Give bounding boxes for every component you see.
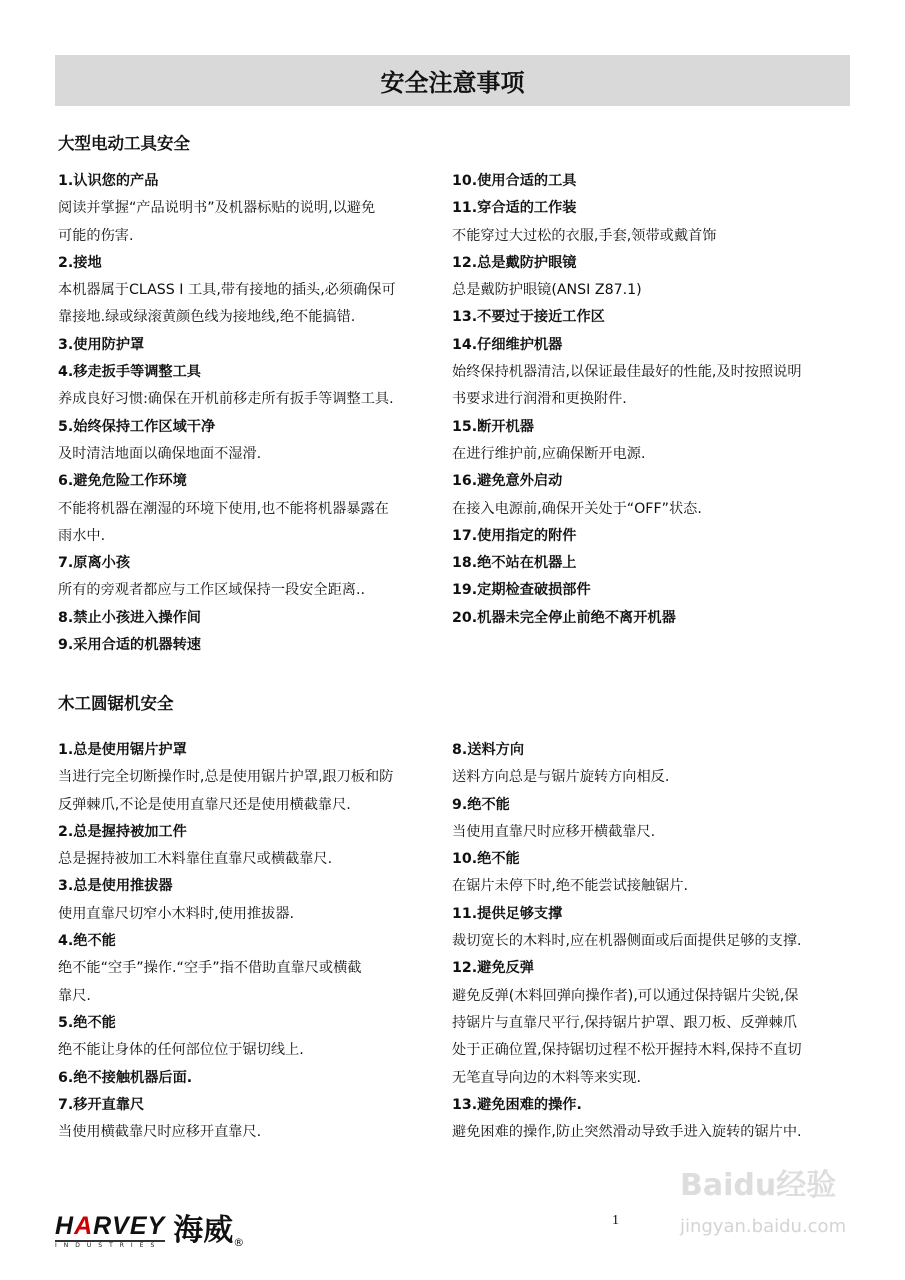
logo-chinese: 海威 [173,1213,234,1248]
item-title: 13.避免困难的操作. [452,1096,582,1113]
section-1-right [452,737,847,1146]
item-text: 不能将机器在潮湿的环境下使用,也不能将机器暴露在 [58,500,389,517]
item-title: 4.绝不能 [58,933,116,950]
item-title: 13.不要过于接近工作区 [452,309,605,326]
section-1-left [58,737,453,1146]
item-text: 本机器属于CLASS Ⅰ 工具,带有接地的插头,必须确保可 [58,282,396,299]
section-heading-power-tools: 大型电动工具安全 [58,134,190,153]
item-title: 1.认识您的产品 [58,173,159,189]
item-title: 9.绝不能 [452,796,510,813]
item-title: 19.定期检查破损部件 [452,582,591,599]
item-title: 6.避免危险工作环境 [58,473,187,490]
item-text: 无笔直导向边的木料等来实现. [452,1069,641,1086]
item-text: 始终保持机器清洁,以保证最佳最好的性能,及时按照说明 [452,364,802,381]
section-0-left [58,168,453,659]
section-0-right [452,168,847,632]
item-text: 反弹棘爪,不论是使用直靠尺还是使用横截靠尺. [58,796,351,813]
page-title: 安全注意事项 [380,69,525,97]
item-text: 所有的旁观者都应与工作区域保持一段安全距离.. [58,582,365,599]
item-title: 10.使用合适的工具 [452,173,577,189]
item-title: 5.绝不能 [58,1014,116,1031]
watermark: Baidu经验 [680,1168,837,1203]
item-title: 3.总是使用推拔器 [58,878,173,895]
item-title: 9.采用合适的机器转速 [58,637,201,654]
item-text: 养成良好习惯:确保在开机前移走所有扳手等调整工具. [58,391,394,408]
item-title: 2.接地 [58,254,102,271]
item-text: 持锯片与直靠尺平行,保持锯片护罩、跟刀板、反弹棘爪 [452,1014,798,1031]
item-text: 在进行维护前,应确保断开电源. [452,445,646,462]
item-title: 6.绝不接触机器后面. [58,1069,193,1086]
page-number: 1 [612,1213,619,1228]
item-text: 绝不能“空手”操作.“空手”指不借助直靠尺或横截 [58,960,362,977]
item-title: 7.移开直靠尺 [58,1096,145,1113]
item-text: 避免反弹(木料回弹向操作者),可以通过保持锯片尖锐,保 [452,987,799,1004]
item-text: 绝不能让身体的任何部位位于锯切线上. [58,1042,304,1059]
item-text: 处于正确位置,保持锯切过程不松开握持木料,保持不直切 [452,1042,802,1059]
item-title: 7.原离小孩 [58,555,131,572]
item-title: 3.使用防护罩 [58,336,145,353]
item-title: 14.仔细维护机器 [452,336,563,353]
item-text: 使用直靠尺切窄小木料时,使用推拔器. [58,905,295,922]
item-title: 12.避免反弹 [452,960,534,977]
registered-mark: ® [233,1236,245,1249]
item-text: 靠接地.绿或绿滚黄颜色线为接地线,绝不能搞错. [58,309,356,326]
item-title: 11.穿合适的工作装 [452,200,577,217]
item-title: 2.总是握持被加工件 [58,823,187,840]
item-text: 在接入电源前,确保开关处于“OFF”状态. [452,500,702,517]
item-title: 5.始终保持工作区域干净 [58,418,216,435]
item-text: 书要求进行润滑和更换附件. [452,391,627,408]
item-text: 裁切宽长的木料时,应在机器侧面或后面提供足够的支撑. [452,933,802,950]
item-title: 1.总是使用锯片护罩 [58,742,187,758]
item-text: 及时清洁地面以确保地面不湿滑. [58,445,262,462]
item-title: 17.使用指定的附件 [452,527,577,544]
item-text: 当使用直靠尺时应移开横截靠尺. [452,823,656,840]
item-title: 10.绝不能 [452,851,520,868]
item-text: 靠尺. [58,987,91,1004]
item-text: 当进行完全切断操作时,总是使用锯片护罩,跟刀板和防 [58,769,394,786]
item-text: 阅读并掌握“产品说明书”及机器标贴的说明,以避免 [58,200,376,217]
item-text: 总是戴防护眼镜(ANSI Z87.1) [452,282,642,299]
item-title: 15.断开机器 [452,418,534,435]
item-title: 8.禁止小孩进入操作间 [58,609,201,626]
item-text: 在锯片未停下时,绝不能尝试接触锯片. [452,878,689,895]
item-text: 总是握持被加工木料靠住直靠尺或横截靠尺. [58,851,333,868]
item-text: 送料方向总是与锯片旋转方向相反. [452,769,670,786]
item-text: 当使用横截靠尺时应移开直靠尺. [58,1124,262,1141]
watermark-url: jingyan.baidu.com [680,1216,847,1237]
harvey-logo [55,1205,244,1249]
item-title: 4.移走扳手等调整工具 [58,364,201,381]
section-heading-circular-saw: 木工圆锯机安全 [58,694,174,713]
item-title: 11.提供足够支撑 [452,905,563,922]
item-text: 雨水中. [58,527,106,544]
item-title: 12.总是戴防护眼镜 [452,254,577,271]
title-bar [55,55,850,106]
item-title: 16.避免意外启动 [452,473,563,490]
logo-subtext: INDUSTRIES [55,1240,165,1249]
item-title: 20.机器未完全停止前绝不离开机器 [452,609,676,626]
item-text: 避免困难的操作,防止突然滑动导致手进入旋转的锯片中. [452,1124,802,1141]
item-text: 可能的伤害. [58,227,134,244]
logo-text: HARVEY [55,1212,166,1240]
item-title: 18.绝不站在机器上 [452,555,577,572]
item-text: 不能穿过大过松的衣服,手套,领带或戴首饰 [452,227,717,244]
item-title: 8.送料方向 [452,742,525,758]
